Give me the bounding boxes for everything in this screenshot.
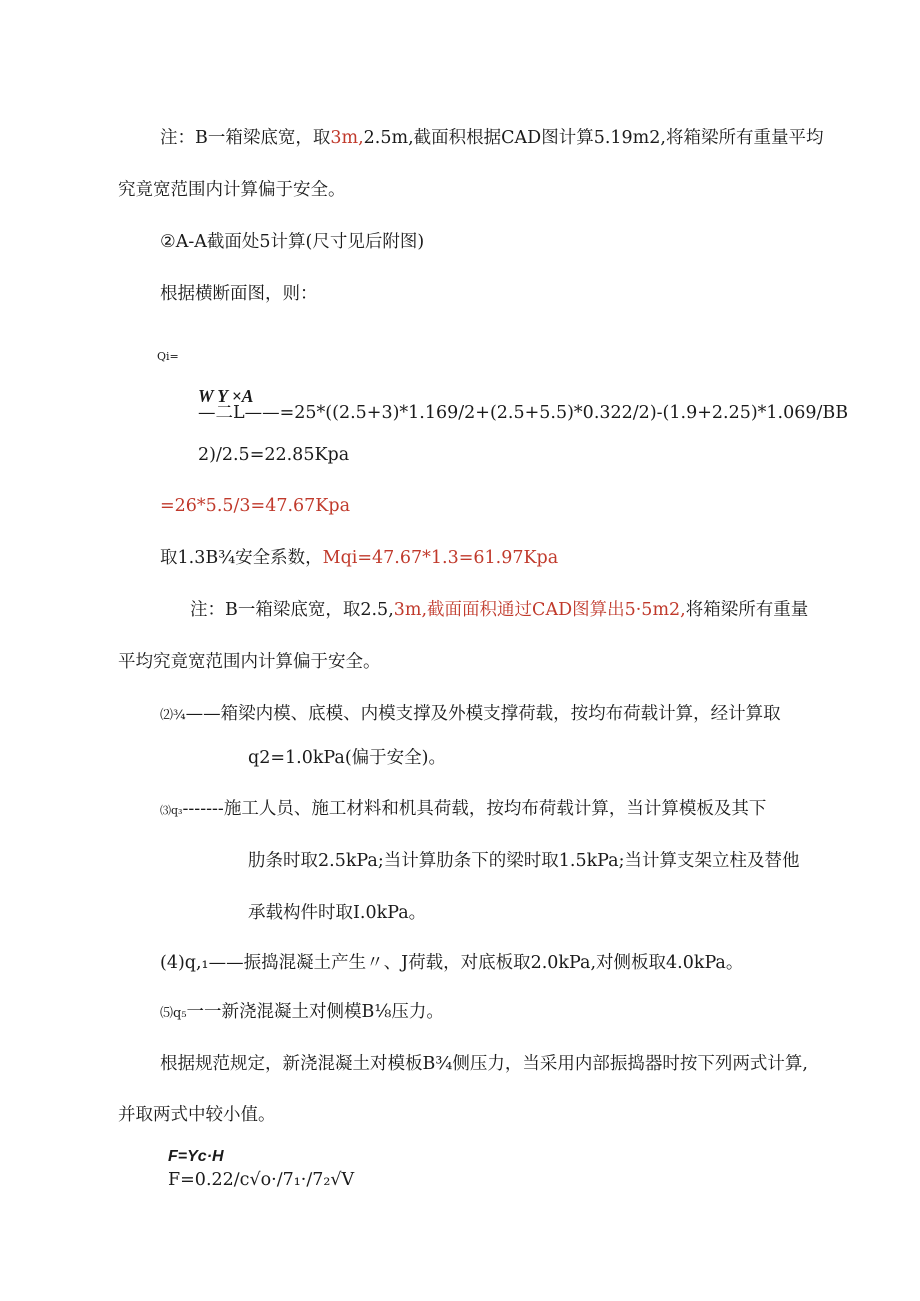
- formula-line: —二L——=25*((2.5+3)*1.169/2+(2.5+5.5)*0.322/2)-(1.9+2.25)*1.069/BB: [198, 403, 849, 423]
- item3-line2: 肋条时取2.5kPa;当计算肋条下的梁时取1.5kPa;当计算支架立柱及替他: [248, 851, 800, 871]
- equation-1: F=Yc·H: [168, 1148, 224, 1165]
- intro-text: 根据横断面图，则：: [160, 284, 318, 304]
- note2-text-c: 将箱梁所有重量: [685, 600, 809, 620]
- qi-label: Qi=: [157, 350, 179, 363]
- item3-text: -------施工人员、施工材料和机具荷载，按均布荷载计算，当计算模板及其下: [182, 799, 767, 819]
- note1-value-red: 3m,: [330, 128, 364, 148]
- safety-factor-line: [160, 546, 558, 570]
- note1-line2: 究竟宽范围内计算偏于安全。: [118, 180, 346, 200]
- note2-line2: 平均究竟宽范围内计算偏于安全。: [118, 652, 381, 672]
- safety-text: 取1.3B¾安全系数，: [160, 548, 323, 568]
- item4-line: (4)q,₁——振捣混凝土产生〃、J荷载，对底板取2.0kPa,对侧板取4.0kPa。: [160, 953, 744, 973]
- note1-text-a: 注：B一箱梁底宽，取: [160, 128, 331, 148]
- formula-numerator: W Y ×A: [198, 386, 254, 406]
- item5-line: [160, 1000, 444, 1026]
- note2-text-a: 注：B一箱梁底宽，取2.5,: [190, 600, 394, 620]
- item2-line2: q2=1.0kPa(偏于安全)。: [248, 748, 447, 768]
- item3-line3: 承载构件时取I.0kPa。: [248, 903, 427, 923]
- item5-text: 一一新浇混凝土对侧模B⅛压力。: [186, 1002, 444, 1022]
- note2-line1: [190, 598, 808, 622]
- equation-2: F=0.22∕c√o·∕7₁·∕7₂√V: [168, 1170, 355, 1190]
- note1-text-c: 2.5m,截面积根据CAD图计算5.19m2,将箱梁所有重量平均: [363, 128, 824, 148]
- section-heading: ②A-A截面处5计算(尺寸见后附图): [160, 232, 425, 252]
- formula-continuation: 2)/2.5=22.85Kpa: [198, 445, 350, 465]
- item3-number: ⑶q₃: [160, 804, 183, 817]
- rule-line1: 根据规范规定，新浇混凝土对模板B¾侧压力，当采用内部振捣器时按下列两式计算,: [160, 1054, 808, 1074]
- safety-value-red: Mqi=47.67*1.3=61.97Kpa: [322, 548, 559, 568]
- rule-line2: 并取两式中较小值。: [118, 1105, 276, 1125]
- item3-line1: [160, 797, 766, 823]
- note1-line1: [160, 126, 823, 150]
- item2-number: ⑵¾: [160, 708, 186, 723]
- item5-number: ⑸q₅: [160, 1006, 187, 1021]
- note2-value-red: 3m,截面面积通过CAD图算出5·5m2,: [393, 600, 686, 620]
- item2-line1: [160, 702, 781, 728]
- item2-text: ——箱梁内模、底模、内模支撑及外模支撑荷载，按均布荷载计算，经计算取: [185, 704, 781, 724]
- formula-result-red: =26*5.5/3=47.67Kpa: [160, 496, 351, 516]
